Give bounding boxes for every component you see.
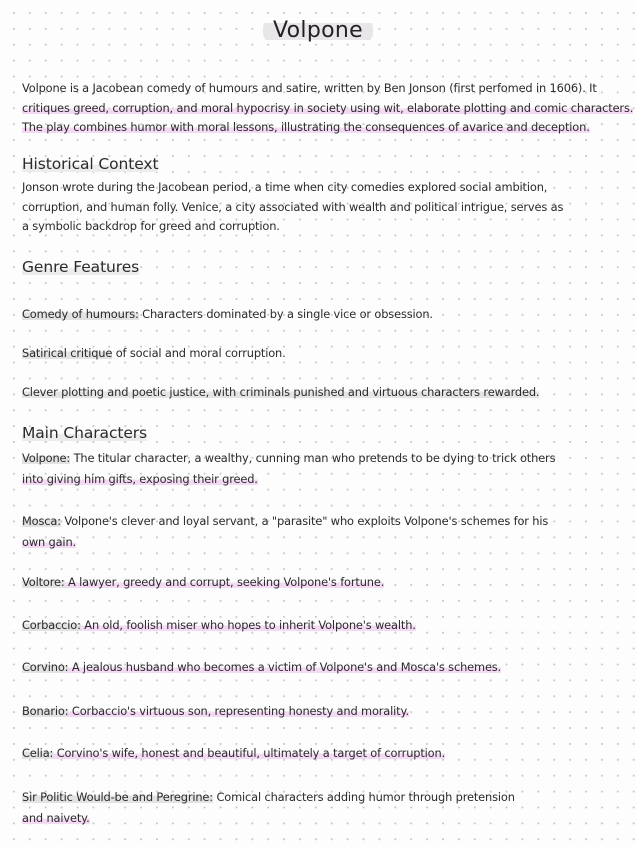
characters-heading: Main Characters [22,424,148,442]
character-corvino: Corvino: A jealous husband who becomes a victim of Volpone's and Mosca's schemes. [22,660,502,674]
character-voltore: Voltore: A lawyer, greedy and corrupt, seeking Volpone's fortune. [22,575,385,589]
historical-heading: Historical Context [22,155,159,173]
character-politic-peregrine: Sir Politic Would-be and Peregrine: Comical characters adding humor through pretension and naivety. [22,790,515,825]
character-celia: Celia: Corvino's wife, honest and beautiful, ultimately a target of corruption. [22,746,446,760]
page-title [0,18,636,43]
genre-item-2: Satirical critique of social and moral corruption. [22,346,286,360]
genre-heading: Genre Features [22,258,140,276]
character-corbaccio: Corbaccio: An old, foolish miser who hopes to inherit Volpone's wealth. [22,618,416,632]
historical-paragraph [22,178,618,237]
intro-line-3: The play combines humor with moral lessons, illustrating the consequences of avarice and deception. [22,120,590,134]
character-volpone: Volpone: The titular character, a wealthy, cunning man who pretends to be dying to trick others into giving him gifts, exposing their greed. [22,451,556,486]
genre-item-1: Comedy of humours: Characters dominated by a single vice or obsession. [22,307,433,321]
character-bonario: Bonario: Corbaccio's virtuous son, representing honesty and morality. [22,704,409,718]
page-title-text: Volpone [263,18,373,43]
historical-line-3: a symbolic backdrop for greed and corruption. [22,219,280,233]
historical-line-2: corruption, and human folly. Venice, a city associated with wealth and political intrigue, serves as [22,199,564,214]
intro-paragraph [22,79,634,138]
intro-line-1: Volpone is a Jacobean comedy of humours and satire, written by Ben Jonson (first perfomed in 1606). It [22,81,597,95]
genre-item-3: Clever plotting and poetic justice, with criminals punished and virtuous characters rewarded. [22,385,540,399]
historical-line-1: Jonson wrote during the Jacobean period, a time when city comedies explored social ambition, [22,180,548,194]
intro-line-2: critiques greed, corruption, and moral hypocrisy in society using wit, elaborate plotting and comic characters. [22,100,634,115]
character-mosca: Mosca: Volpone's clever and loyal servant, a "parasite" who exploits Volpone's schemes for his own gain. [22,514,549,549]
